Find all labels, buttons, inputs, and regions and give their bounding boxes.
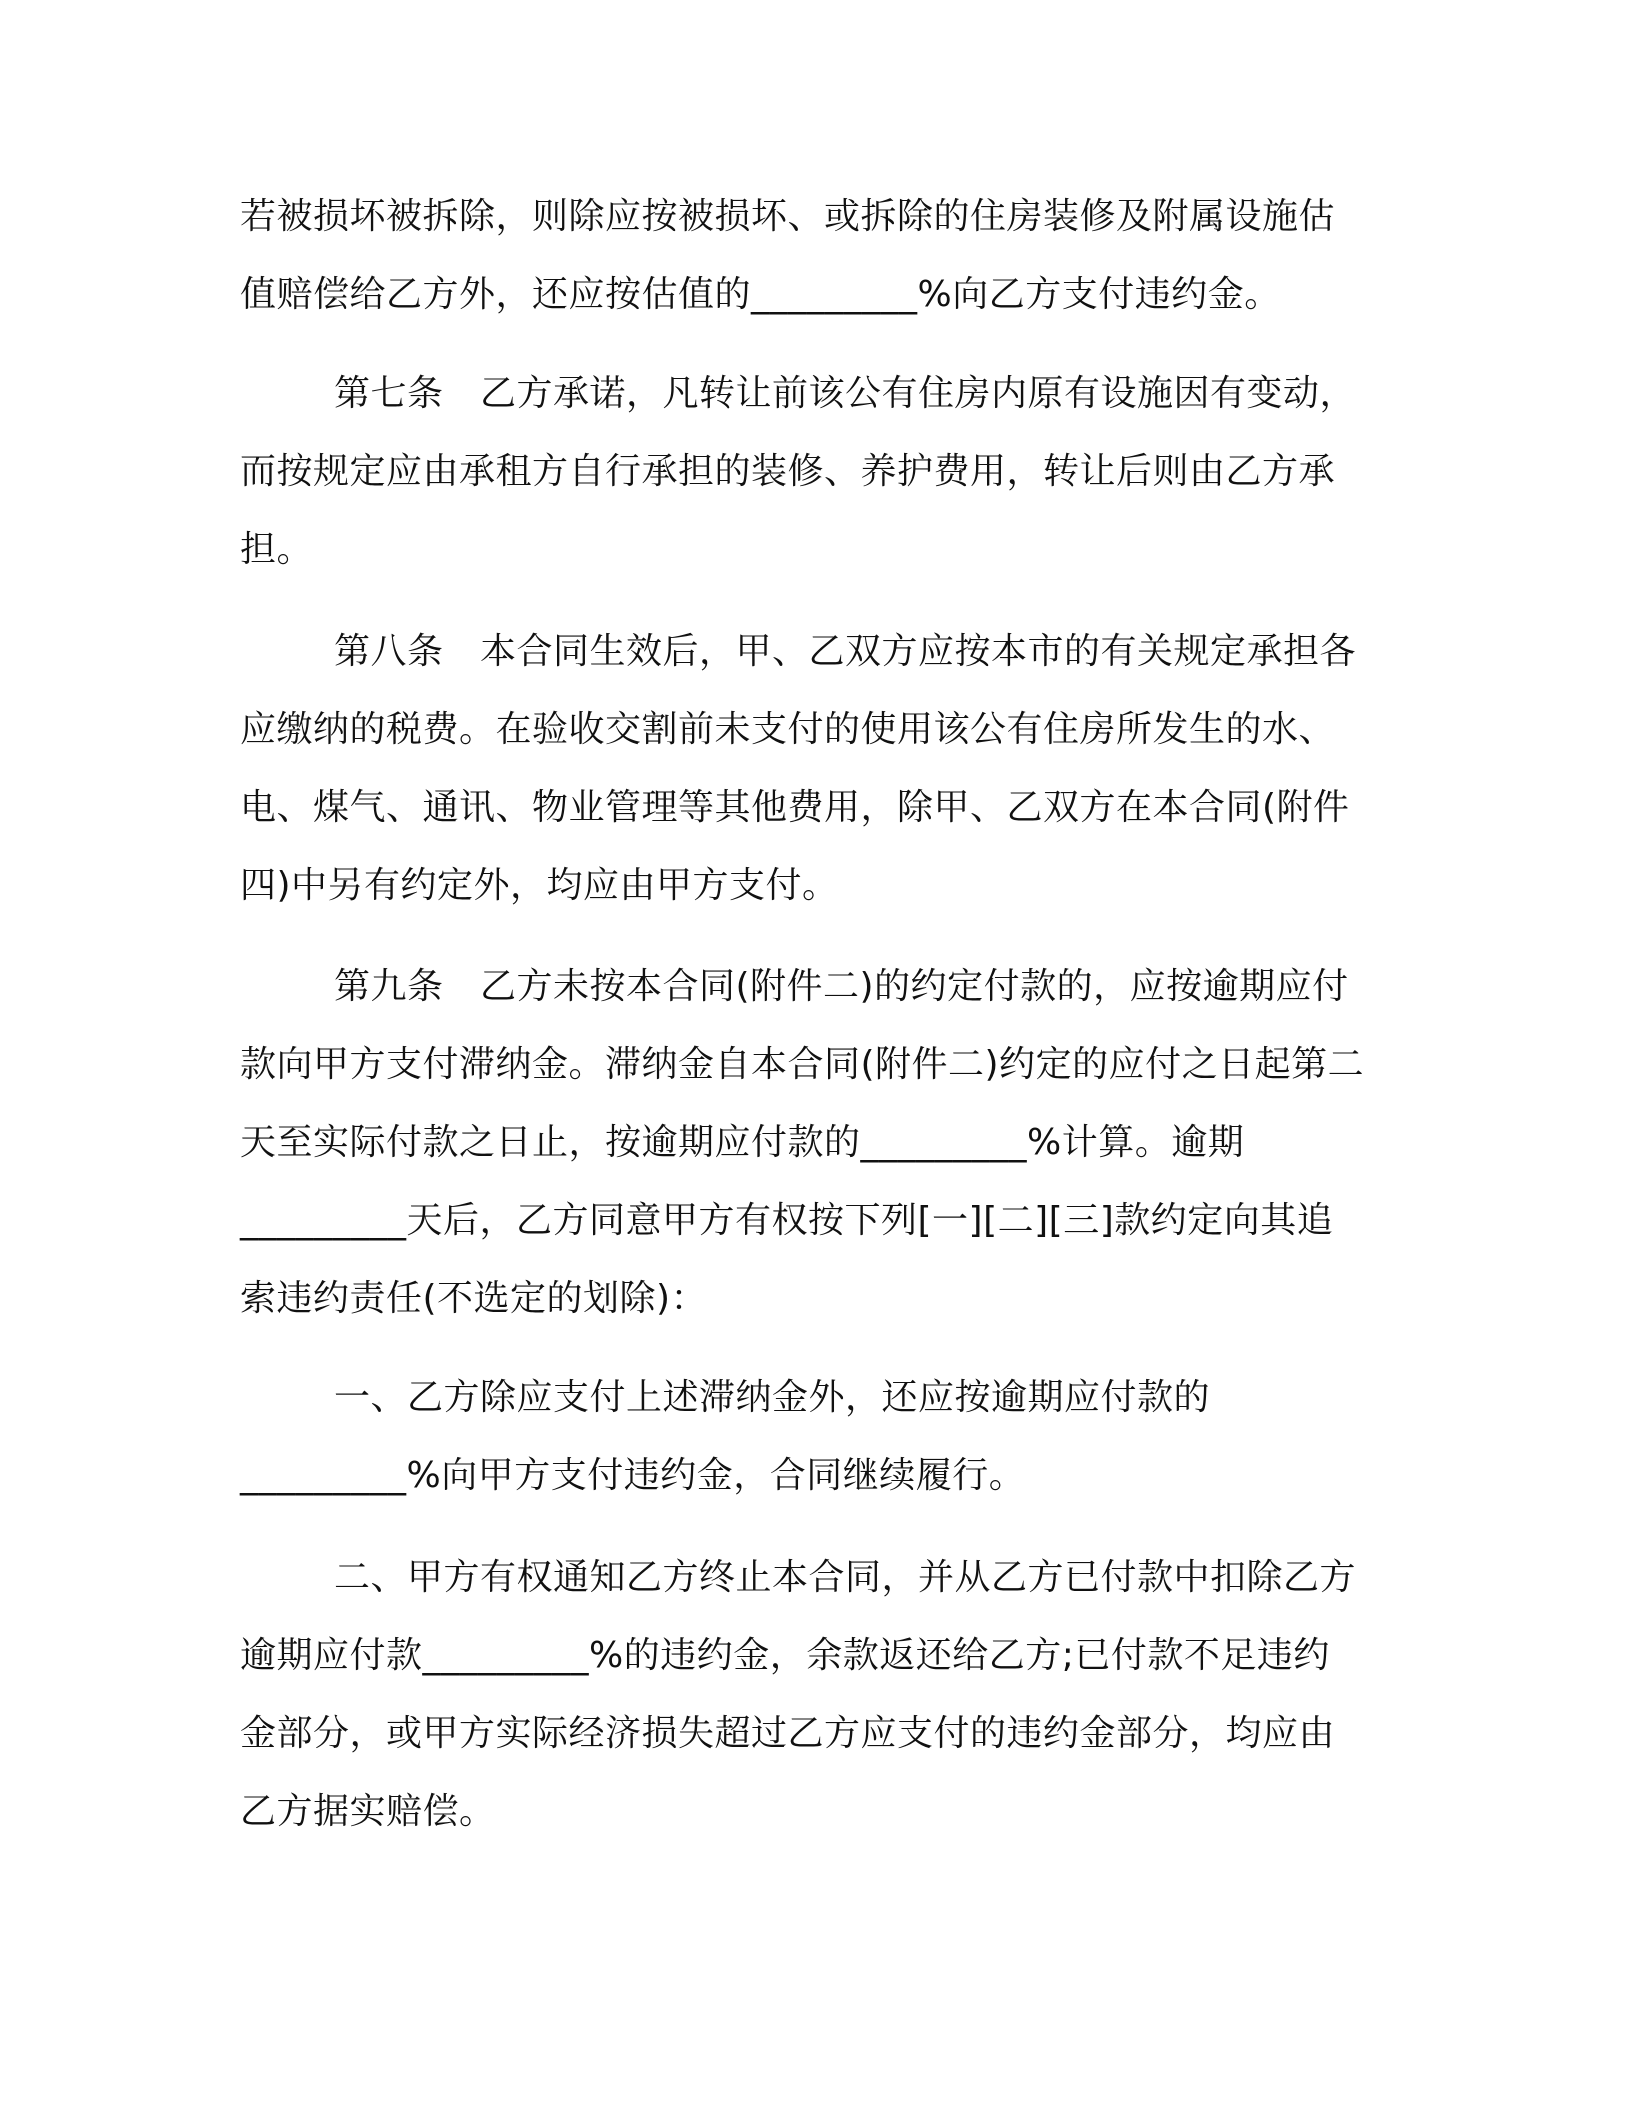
text-line: _________天后，乙方同意甲方有权按下列[一][二][三]款约定向其追 <box>240 1200 1334 1241</box>
text-line: 担。 <box>240 529 314 570</box>
text-line: 索违约责任(不选定的划除)： <box>240 1278 708 1319</box>
text-line: _________%向甲方支付违约金，合同继续履行。 <box>240 1455 1026 1496</box>
text-line: 一、乙方除应支付上述滞纳金外，还应按逾期应付款的 <box>334 1377 1211 1418</box>
text-line: 电、煤气、通讯、物业管理等其他费用，除甲、乙双方在本合同(附件 <box>240 787 1350 828</box>
paragraph-article-6-continuation <box>240 178 1400 334</box>
text-line: 款向甲方支付滞纳金。滞纳金自本合同(附件二)约定的应付之日起第二 <box>240 1044 1365 1085</box>
paragraph-article-8 <box>240 613 1400 925</box>
paragraph-item-1 <box>240 1359 1400 1515</box>
paragraph-item-2 <box>240 1539 1400 1851</box>
text-line: 四)中另有约定外，均应由甲方支付。 <box>240 865 839 906</box>
text-line: 乙方据实赔偿。 <box>240 1791 496 1832</box>
text-line: 第八条 本合同生效后，甲、乙双方应按本市的有关规定承担各 <box>334 631 1357 672</box>
paragraph-article-9 <box>240 948 1400 1338</box>
text-line: 二、甲方有权通知乙方终止本合同，并从乙方已付款中扣除乙方 <box>334 1557 1357 1598</box>
text-line: 应缴纳的税费。在验收交割前未支付的使用该公有住房所发生的水、 <box>240 709 1336 750</box>
text-line: 值赔偿给乙方外，还应按估值的_________%向乙方支付违约金。 <box>240 274 1281 315</box>
text-line: 第七条 乙方承诺，凡转让前该公有住房内原有设施因有变动， <box>334 373 1357 414</box>
text-line: 逾期应付款_________%的违约金，余款返还给乙方;已付款不足违约 <box>240 1635 1330 1676</box>
text-line: 第九条 乙方未按本合同(附件二)的约定付款的，应按逾期应付 <box>334 966 1349 1007</box>
text-line: 若被损坏被拆除，则除应按被损坏、或拆除的住房装修及附属设施估 <box>240 196 1336 237</box>
text-line: 天至实际付款之日止，按逾期应付款的_________%计算。逾期 <box>240 1122 1245 1163</box>
text-line: 金部分，或甲方实际经济损失超过乙方应支付的违约金部分，均应由 <box>240 1713 1336 1754</box>
paragraph-article-7 <box>240 355 1400 589</box>
text-line: 而按规定应由承租方自行承担的装修、养护费用，转让后则由乙方承 <box>240 451 1336 492</box>
